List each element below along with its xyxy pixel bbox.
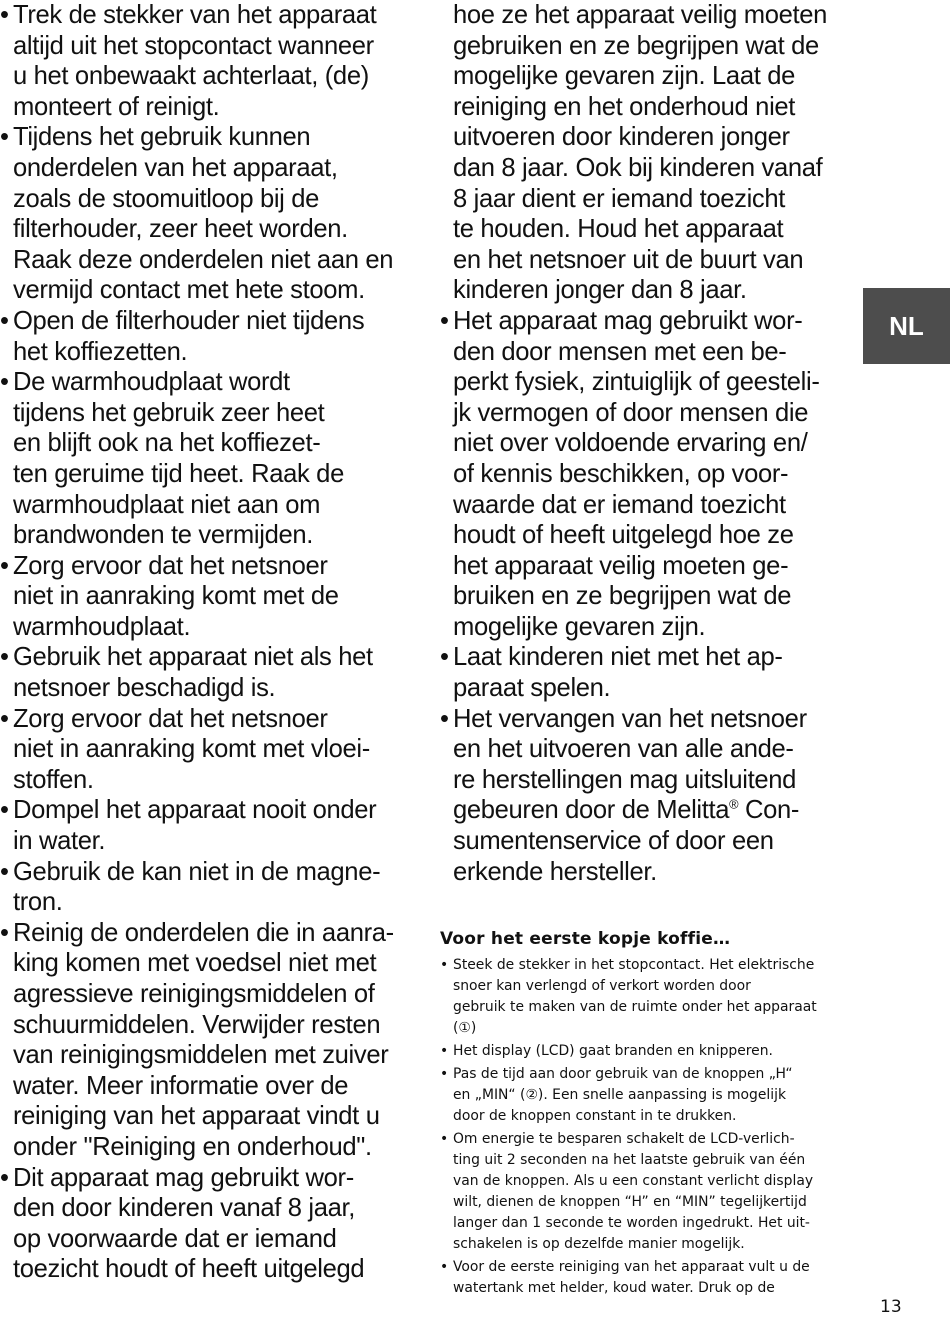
list-item: • Gebruik de kan niet in de magne- tron. xyxy=(0,857,425,918)
continued-paragraph: hoe ze het apparaat veilig moeten gebruiken en ze begrijpen wat de mogelijke gevaren zijn. Laat de reiniging en het onderhoud niet uitvoeren door kinderen jonger dan 8 jaar. Ook bij kinderen vanaf 8 jaar dient er iemand toezicht te houden. Houd het apparaat en het netsnoer uit de buurt van kinderen jonger dan 8 jaar. xyxy=(453,1,828,305)
right-column xyxy=(440,0,865,1301)
list-item: • Tijdens het gebruik kunnen onderdelen van het apparaat, zoals de stoomuitloop bij de filterhouder, zeer heet worden. Raak deze onderdelen niet aan en vermijd contact met hete stoom. xyxy=(0,122,425,306)
list-item: • Trek de stekker van het apparaat altijd uit het stopcontact wanneer u het onbewaakt achterlaat, (de) monteert of reinigt. xyxy=(0,0,425,122)
list-item: • Om energie te besparen schakelt de LCD-verlich- ting uit 2 seconden na het laatste gebruik van één van de knoppen. Als u een constant verlicht display wilt, dienen de knoppen “H” en “MIN” tegelijkertijd langer dan 1 seconde te worden ingedrukt. Het uit- schakelen is op dezelfde manier mogelijk. xyxy=(440,1129,865,1255)
list-item: • Voor de eerste reiniging van het apparaat vult u de watertank met helder, koud water. Druk op de xyxy=(440,1257,865,1299)
section-title: Voor het eerste kopje koffie… xyxy=(440,929,731,950)
list-item: • Gebruik het apparaat niet als het netsnoer beschadigd is. xyxy=(0,642,425,703)
language-tab: NL xyxy=(863,288,950,364)
registered-mark: ® xyxy=(729,796,739,812)
list-item: • Steek de stekker in het stopcontact. Het elektrische snoer kan verlengd of verkort worden door gebruik te maken van de ruimte onder het apparaat (①) xyxy=(440,955,865,1039)
safety-list-right xyxy=(440,306,865,887)
item-text: Het vervangen van het netsnoer en het uitvoeren van alle ande- re herstellingen mag uitsluitend gebeuren door de Melitta xyxy=(453,704,807,825)
list-item: • Het display (LCD) gaat branden en knipperen. xyxy=(440,1041,865,1062)
item-text: Con- sumentenservice of door een erkende hersteller. xyxy=(453,796,800,886)
list-item: • Zorg ervoor dat het netsnoer niet in aanraking komt met de warmhoudplaat. xyxy=(0,551,425,643)
list-item: • De warmhoudplaat wordt tijdens het gebruik zeer heet en blijft ook na het koffiezet- ten geruime tijd heet. Raak de warmhoudplaat niet aan om brandwonden te vermijden. xyxy=(0,367,425,551)
list-item-melitta xyxy=(440,704,865,888)
list-item: • Het apparaat mag gebruikt wor- den door mensen met een be- perkt fysiek, zintuiglijk of geesteli- jk vermogen of door mensen die niet over voldoende ervaring en/ of kennis beschikken, op voor- waarde dat er iemand toezicht houdt of heeft uitgelegd hoe ze het apparaat veilig moeten ge- bruiken en ze begrijpen wat de mogelijke gevaren zijn. xyxy=(440,306,865,643)
list-item: • Open de filterhouder niet tijdens het koffiezetten. xyxy=(0,306,425,367)
safety-list-left xyxy=(0,0,425,1285)
left-column xyxy=(0,0,425,1285)
list-item: • Laat kinderen niet met het ap- paraat spelen. xyxy=(440,642,865,703)
list-item: • Pas de tijd aan door gebruik van de knoppen „H“ en „MIN“ (②). Een snelle aanpassing is mogelijk door de knoppen constant in te drukken. xyxy=(440,1064,865,1127)
page-number: 13 xyxy=(880,1297,902,1317)
list-item: • Dompel het apparaat nooit onder in water. xyxy=(0,795,425,856)
first-use-list xyxy=(440,955,865,1299)
list-item: • Reinig de onderdelen die in aanra- king komen met voedsel niet met agressieve reinigingsmiddelen of schuurmiddelen. Verwijder resten van reinigingsmiddelen met zuiver water. Meer informatie over de reiniging van het apparaat vindt u onder "Reiniging en onderhoud". xyxy=(0,918,425,1163)
list-item: • Dit apparaat mag gebruikt wor- den door kinderen vanaf 8 jaar, op voorwaarde dat er iemand toezicht houdt of heeft uitgelegd xyxy=(0,1163,425,1285)
list-item: • Zorg ervoor dat het netsnoer niet in aanraking komt met vloei- stoffen. xyxy=(0,704,425,796)
